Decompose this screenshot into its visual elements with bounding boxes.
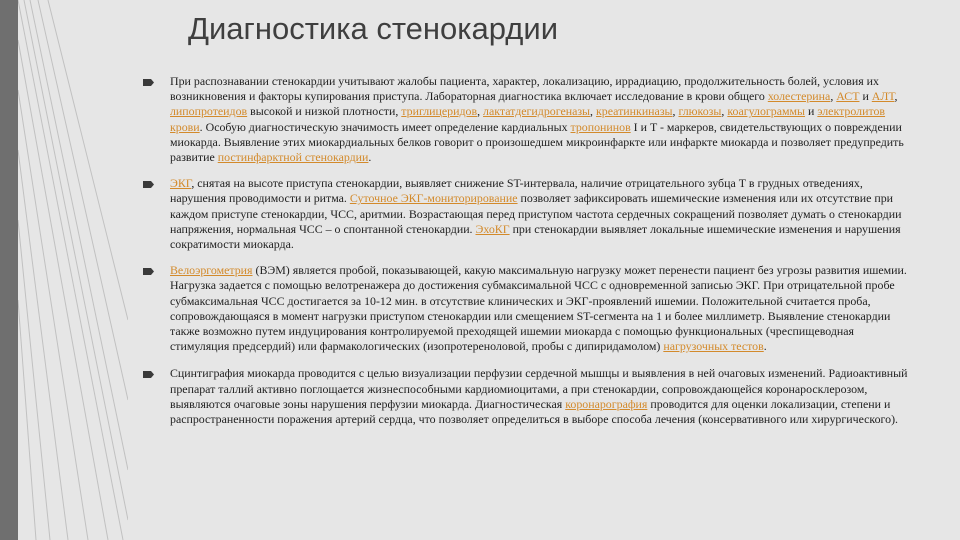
text-run: Сцинтиграфия миокарда проводится с целью визуализации перфузии сердечной мышцы и выявления в ней очаговых изменений. Радиоактивный препарат таллий активно поглощается жизнеспособными кардиомиоцитами, а при стенокардии, сопровождающейся коронаросклерозом, выявляются очаговые зоны нарушения перфузии миокарда. Диагностическая (170, 366, 908, 411)
text-run: При распознавании стенокардии учитывают жалобы пациента, характер, локализацию, иррадиацию, продолжительность болей, условия их возникновения и факторы купирования приступа. Лабораторная диагностика включает исследование в крови общего (170, 74, 879, 104)
inline-link[interactable]: глюкозы (678, 104, 722, 119)
arrow-bullet-icon (143, 181, 154, 188)
inline-link[interactable]: Велоэргометрия (170, 263, 253, 278)
inline-link[interactable]: Суточное ЭКГ-мониторирование (349, 191, 518, 206)
arrow-bullet-icon (143, 268, 154, 275)
text-run: позволяет зафиксировать ишемические изменения или их отсутствие при каждом приступе стенокардии, ЧСС, аритмии. Возрастающая перед приступом частота сердечных сокращений позволяет думать о стенокардии напряжения, нормальная ЧСС – о спонтанной стенокардии. (170, 191, 902, 236)
text-run: при стенокардии выявляет локальные ишемические изменения и нарушения сократимости миокарда. (170, 221, 901, 252)
text-run: . Особую диагностическую значимость имеет определение кардиальных (199, 119, 571, 134)
inline-link[interactable]: нагрузочных тестов (663, 339, 764, 354)
inline-link[interactable]: креатинкиназы (596, 104, 673, 119)
bullet-item-ecg (143, 176, 915, 252)
bullet-list (143, 74, 915, 427)
text-run: , (590, 104, 596, 119)
text-run: и (859, 89, 872, 104)
inline-link[interactable]: коронарография (565, 396, 648, 411)
inline-link[interactable]: тропонинов (570, 119, 631, 134)
text-run: , (894, 89, 898, 104)
bullet-item-scintigraphy (143, 366, 915, 427)
inline-link[interactable]: ЭхоКГ (475, 221, 510, 236)
inline-link[interactable]: коагулограммы (727, 104, 806, 119)
left-gray-band (0, 0, 18, 540)
decorative-diagonal-lines (18, 0, 128, 540)
bullet-item-veloergometry (143, 263, 915, 354)
text-run: . (763, 339, 767, 354)
inline-link[interactable]: липопротеидов (170, 104, 248, 119)
slide-title: Диагностика стенокардии (188, 11, 559, 46)
inline-link[interactable]: АСТ (836, 89, 860, 104)
text-run: (ВЭМ) является пробой, показывающей, какую максимальную нагрузку может перенести пациент без угрозы развития ишемии. Нагрузка задается с помощью велотренажера до достижения субмаксимальной ЧСС с одновременной записью ЭКГ. При отрицательной пробе субмаксимальная ЧСС достигается за 10-12 мин. в отсутствие клинических и ЭКГ-проявлений ишемии. Положительной считается проба, сопровождающаяся в момент нагрузки приступом стенокардии или смещением ST-сегмента на 1 и более миллиметр. Выявление стенокардии также возможно путем индуцирования контролируемой преходящей ишемии миокарда с помощью функциональных (чреспищеводная стимуляция предсердий) или фармакологических (изопротереноловой, пробы с дипиридамолом) (170, 263, 907, 354)
text-run: высокой и низкой плотности, (247, 104, 402, 119)
bullet-item-lab-diagnostics (143, 74, 915, 165)
text-run: проводится для оценки локализации, степени и распространенности поражения артерий сердца, что позволяет определиться в выборе способа лечения (консервативного или хирургического). (170, 396, 899, 427)
inline-link[interactable]: триглицеридов (401, 104, 478, 119)
text-run: , снятая на высоте приступа стенокардии, выявляет снижение ST-интервала, наличие отрицательного зубца Т в грудных отведениях, нарушения проводимости и ритма. (170, 176, 863, 206)
bullet-text (170, 74, 915, 165)
text-run: , (477, 104, 484, 119)
text-run: , (721, 104, 728, 119)
text-run: , (830, 89, 837, 104)
inline-link[interactable]: лактатдегидрогеназы (483, 104, 591, 119)
text-run: I и T - маркеров, свидетельствующих о повреждении миокарда. Выявление этих миокардиальных белков говорит о произошедшем микроинфаркте или инфаркте миокарда и позволяет предупредить развитие (170, 119, 904, 165)
bullet-text (170, 176, 915, 252)
inline-link[interactable]: холестерина (767, 89, 831, 104)
text-run: , (672, 104, 679, 119)
text-run: и (805, 104, 818, 119)
inline-link[interactable]: ЭКГ (170, 176, 192, 191)
bullet-text (170, 366, 915, 427)
text-run: . (368, 150, 372, 165)
inline-link[interactable]: АЛТ (871, 89, 895, 104)
bullet-text (170, 263, 915, 354)
inline-link[interactable]: постинфарктной стенокардии (217, 150, 369, 165)
arrow-bullet-icon (143, 371, 154, 378)
inline-link[interactable]: электролитов крови (170, 104, 886, 134)
arrow-bullet-icon (143, 79, 154, 86)
